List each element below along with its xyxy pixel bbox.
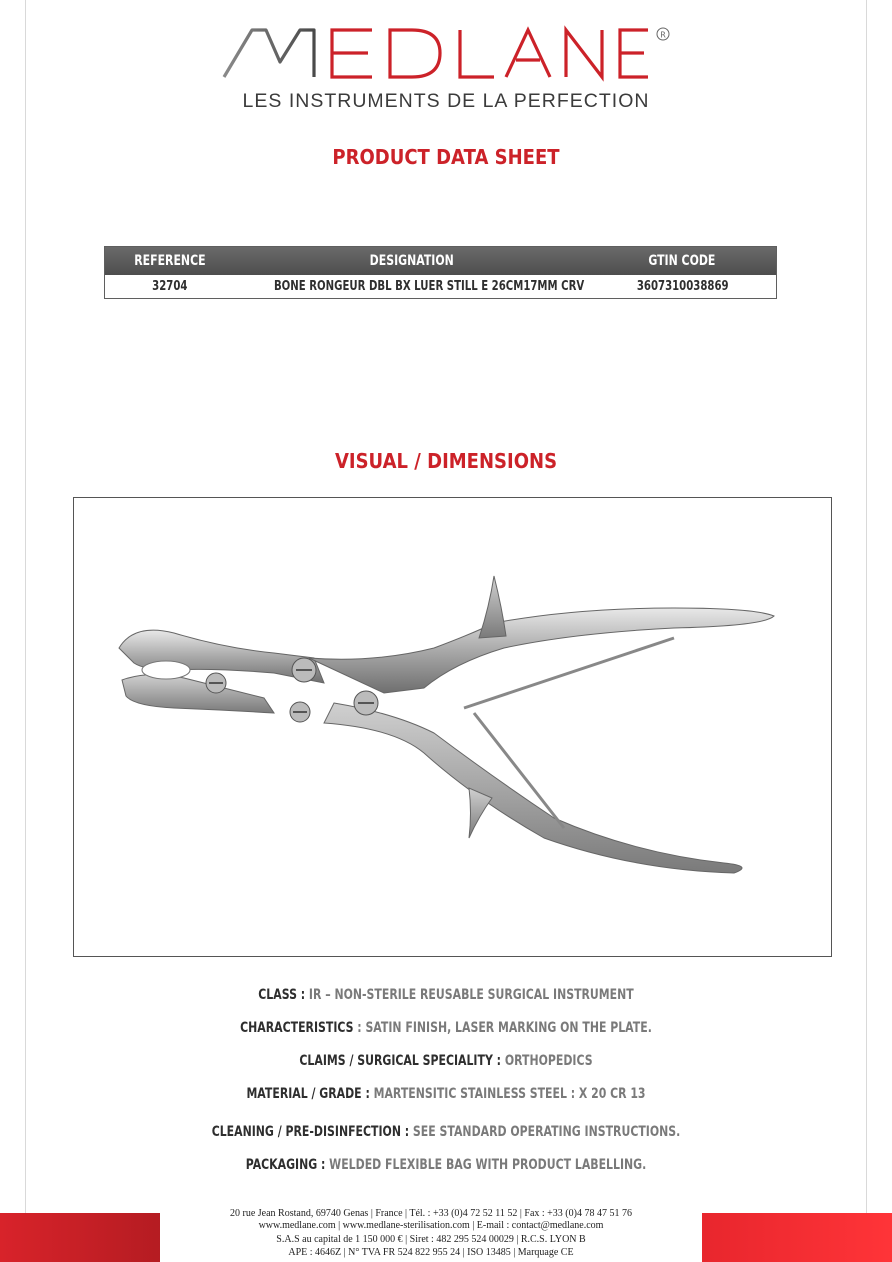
product-reference-table bbox=[104, 246, 777, 299]
header-designation: DESIGNATION bbox=[369, 253, 454, 269]
table-header-row bbox=[105, 247, 776, 275]
spec-class bbox=[98, 987, 794, 1003]
spec-characteristics bbox=[98, 1020, 794, 1036]
spec-class-value: IR – NON-STERILE REUSABLE SURGICAL INSTRUMENT bbox=[305, 987, 634, 1003]
spec-claims-label: CLAIMS / SURGICAL SPECIALITY : bbox=[299, 1053, 502, 1069]
table-row bbox=[105, 275, 776, 298]
registered-mark: R bbox=[660, 30, 666, 40]
spec-packaging bbox=[98, 1157, 794, 1173]
spec-material-value: MARTENSITIC STAINLESS STEEL : X 20 CR 13 bbox=[369, 1086, 646, 1102]
header-gtin-code: GTIN CODE bbox=[648, 253, 716, 269]
spec-packaging-label: PACKAGING : bbox=[245, 1157, 326, 1173]
footer-web: www.medlane.com | www.medlane-sterilisation.com | E-mail : contact@medlane.com bbox=[258, 1220, 604, 1231]
spec-characteristics-value: : SATIN FINISH, LASER MARKING ON THE PLATE. bbox=[353, 1020, 652, 1036]
cell-gtin-code: 3607310038869 bbox=[636, 279, 729, 294]
visual-dimensions-title: VISUAL / DIMENSIONS bbox=[334, 449, 558, 473]
spec-cleaning-value: SEE STANDARD OPERATING INSTRUCTIONS. bbox=[409, 1124, 681, 1140]
product-visual-frame bbox=[73, 497, 832, 957]
footer-address: 20 rue Jean Rostand, 69740 Genas | France | Tél. : +33 (0)4 72 52 11 52 | Fax : +33 (0)4 78 47 51 76 bbox=[230, 1208, 632, 1219]
spec-claims-value: ORTHOPEDICS bbox=[501, 1053, 593, 1069]
footer-company: S.A.S au capital de 1 150 000 € | Siret : 482 295 524 00029 | R.C.S. LYON B bbox=[276, 1234, 586, 1245]
footer-red-bar-left bbox=[0, 1213, 160, 1262]
left-margin-rule bbox=[25, 0, 26, 1215]
spec-cleaning bbox=[98, 1124, 794, 1140]
spec-class-label: CLASS : bbox=[258, 987, 306, 1003]
brand-tagline: LES INSTRUMENTS DE LA PERFECTION bbox=[242, 90, 650, 112]
footer-registration: APE : 4646Z | N° TVA FR 524 822 955 24 | ISO 13485 | Marquage CE bbox=[288, 1247, 574, 1258]
cell-reference: 32704 bbox=[152, 279, 188, 294]
cell-designation: BONE RONGEUR DBL BX LUER STILL E 26CM17MM CRV bbox=[273, 279, 584, 294]
spec-material-label: MATERIAL / GRADE : bbox=[246, 1086, 370, 1102]
spec-cleaning-label: CLEANING / PRE-DISINFECTION : bbox=[211, 1124, 410, 1140]
footer-red-bar-right bbox=[702, 1213, 892, 1262]
spec-characteristics-label: CHARACTERISTICS bbox=[240, 1020, 354, 1036]
spec-claims bbox=[98, 1053, 794, 1069]
bone-rongeur-product-image bbox=[74, 498, 831, 956]
right-margin-rule bbox=[866, 0, 867, 1215]
spec-material bbox=[98, 1086, 794, 1102]
header-reference: REFERENCE bbox=[134, 253, 206, 269]
medlane-logo bbox=[222, 22, 672, 84]
spec-packaging-value: WELDED FLEXIBLE BAG WITH PRODUCT LABELLING. bbox=[325, 1157, 647, 1173]
product-data-sheet-title: PRODUCT DATA SHEET bbox=[332, 145, 560, 169]
